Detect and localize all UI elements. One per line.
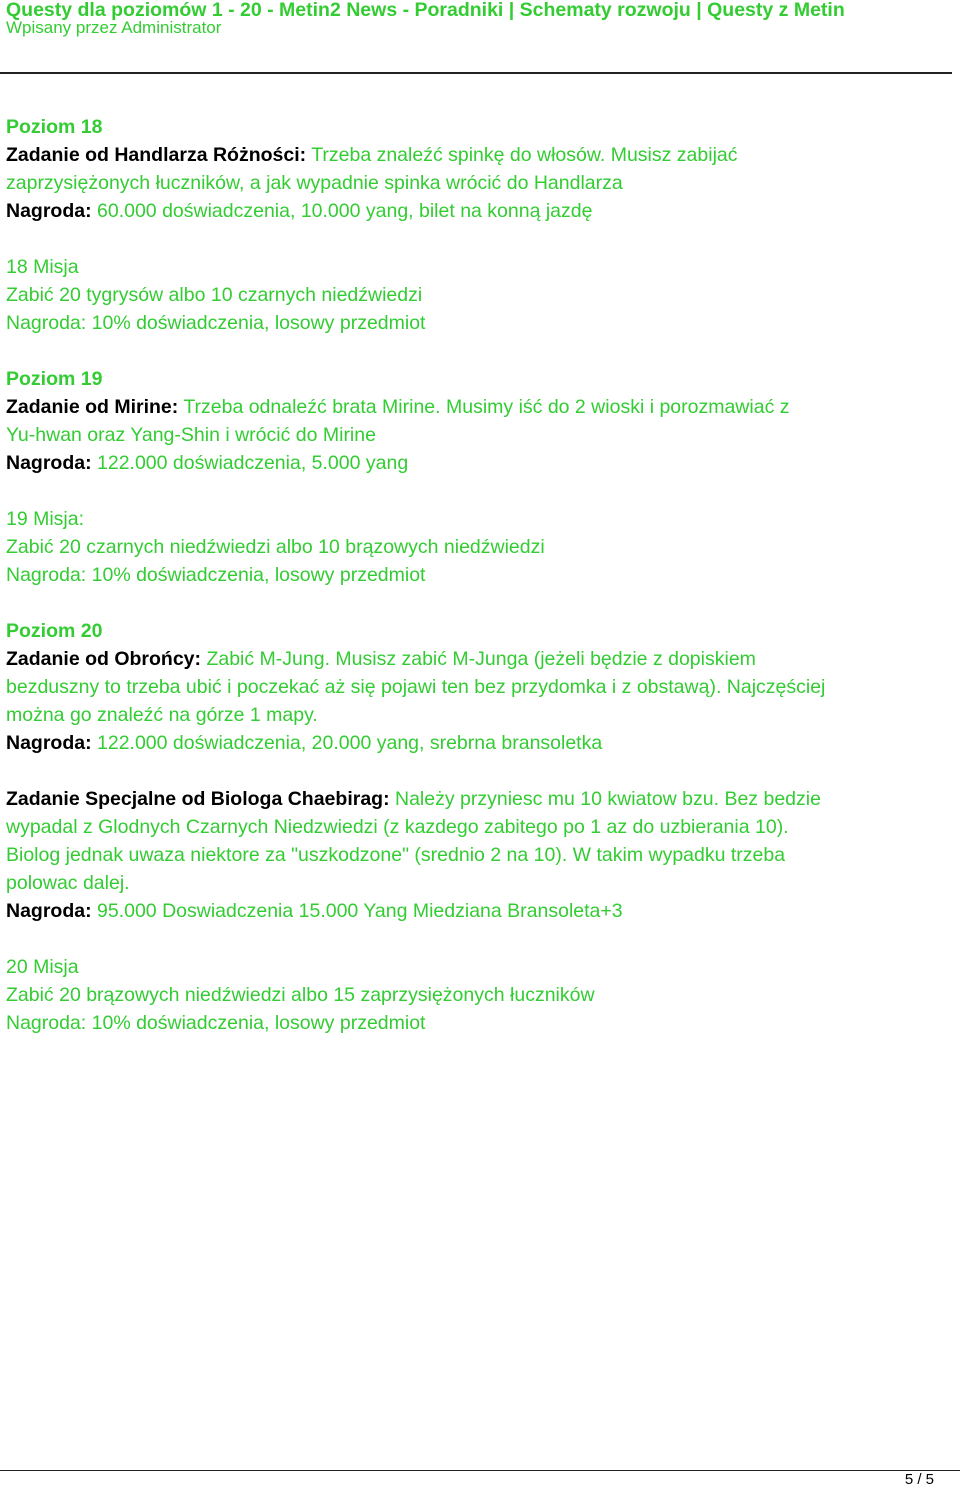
section-misja-18 [6,253,946,337]
section-heading: 18 Misja [6,256,79,278]
header-divider [0,72,952,74]
reward-text: 10% doświadczenia, losowy przedmiot [86,1012,426,1034]
section-heading: 19 Misja: [6,508,85,530]
task-text: Trzeba znaleźć spinkę do włosów. Musisz zabijać [306,144,738,166]
task-text: Zabić M-Jung. Musisz zabić M-Junga (jeżeli będzie z dopiskiem [201,648,756,670]
reward-label: Nagroda: [6,732,92,754]
section-heading: Poziom 20 [6,620,103,642]
section-poziom-18 [6,113,946,225]
task-text: zaprzysiężonych łuczników, a jak wypadnie spinka wrócić do Handlarza [6,172,623,194]
section-misja-19 [6,505,946,589]
reward-label: Nagroda: [6,312,87,334]
mission-text: Zabić 20 tygrysów albo 10 czarnych niedźwiedzi [6,284,423,306]
task-text: Yu-hwan oraz Yang-Shin i wrócić do Mirine [6,424,376,446]
section-poziom-19 [6,365,946,477]
task-text: Biolog jednak uwaza niektore za "uszkodzone" (srednio 2 na 10). W takim wypadku trzeba [6,844,786,866]
article-body [6,113,946,1065]
reward-label: Nagroda: [6,564,87,586]
reward-label: Nagroda: [6,1012,87,1034]
task-label: Zadanie od Obrońcy: [6,648,202,670]
task-text: wypadal z Glodnych Czarnych Niedzwiedzi (z kazdego zabitego po 1 az do uzbierania 10). [6,816,789,838]
reward-text: 10% doświadczenia, losowy przedmiot [86,312,426,334]
reward-label: Nagroda: [6,452,92,474]
reward-label: Nagroda: [6,200,92,222]
reward-text: 60.000 doświadczenia, 10.000 yang, bilet na konną jazdę [91,200,593,222]
reward-text: 10% doświadczenia, losowy przedmiot [86,564,426,586]
document-title: Questy dla poziomów 1 - 20 - Metin2 News - Poradniki | Schematy rozwoju | Questy z Metin [6,0,845,20]
task-label: Zadanie Specjalne od Biologa Chaebirag: [6,788,390,810]
task-label: Zadanie od Mirine: [6,396,179,418]
section-heading: 20 Misja [6,956,79,978]
section-poziom-20 [6,617,946,757]
reward-text: 122.000 doświadczenia, 5.000 yang [91,452,409,474]
section-heading: Poziom 18 [6,116,103,138]
section-heading: Poziom 19 [6,368,103,390]
mission-text: Zabić 20 czarnych niedźwiedzi albo 10 brązowych niedźwiedzi [6,536,545,558]
page-header [6,0,958,37]
task-text: polowac dalej. [6,872,130,894]
task-text: Trzeba odnaleźć brata Mirine. Musimy iść do 2 wioski i porozmawiać z [178,396,790,418]
task-text: można go znaleźć na górze 1 mapy. [6,704,318,726]
page-number: 5 / 5 [904,1471,934,1488]
author-line: Wpisany przez Administrator [6,18,222,37]
reward-text: 95.000 Doswiadczenia 15.000 Yang Miedziana Bransoleta+3 [91,900,623,922]
task-label: Zadanie od Handlarza Różności: [6,144,307,166]
footer-divider [0,1470,960,1471]
reward-text: 122.000 doświadczenia, 20.000 yang, srebrna bransoletka [91,732,603,754]
section-zadanie-specjalne [6,785,946,925]
task-text: bezduszny to trzeba ubić i poczekać aż się pojawi ten bez przydomka i z obstawą). Najczęściej [6,676,826,698]
mission-text: Zabić 20 brązowych niedźwiedzi albo 15 zaprzysiężonych łuczników [6,984,595,1006]
reward-label: Nagroda: [6,900,92,922]
task-text: Należy przyniesc mu 10 kwiatow bzu. Bez bedzie [389,788,821,810]
section-misja-20 [6,953,946,1037]
